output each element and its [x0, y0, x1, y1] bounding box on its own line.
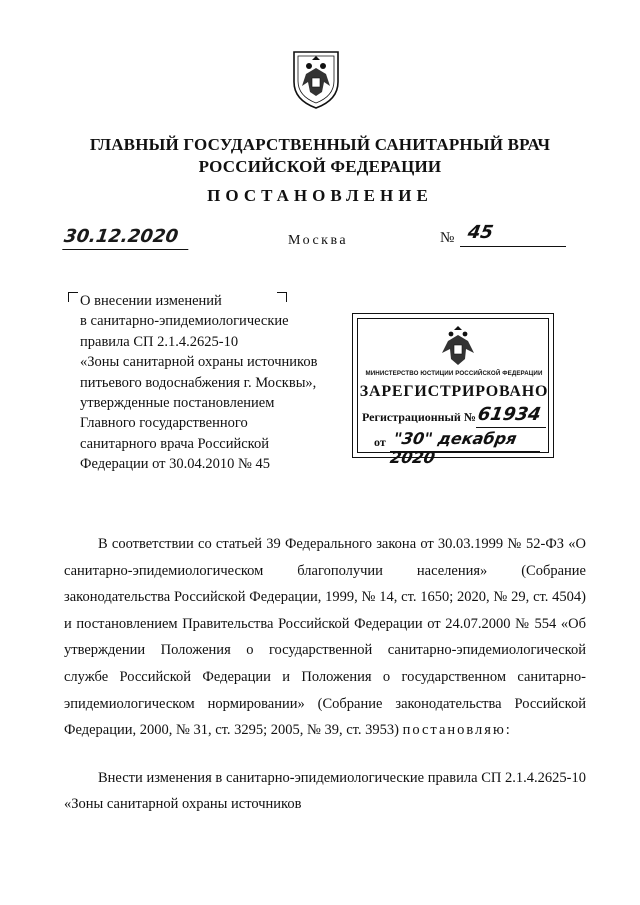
- preamble-text: В соответствии со статьей 39 Федерального закона от 30.03.1999 № 52-ФЗ «О санитарно-эпидемиологическом благополучии населения» (Собрание законодательства Российской Федерации, 1999, № 14, ст. 1650; 2020, № 29, ст. 4504) и постановлением Правительства Российской Федерации от 24.07.2000 № 554 «Об утверждении Положения о государственной санитарно-эпидемиологической службе Российской Федерации и Положения о государственном санитарно-эпидемиологическом нормировании» (Собрание законодательства Российской Федерации, 2000, № 31, ст. 3295; 2005, № 39, ст. 3953): [64, 536, 586, 739]
- subject-line: «Зоны санитарной охраны источников: [80, 354, 318, 371]
- subject-line: О внесении изменений: [80, 293, 222, 309]
- subject-line: санитарного врача Российской: [80, 435, 270, 452]
- coat-of-arms-icon: [288, 48, 344, 110]
- document-body: [64, 531, 586, 818]
- stamp-registration-number-underline: [476, 427, 546, 428]
- city-label: Москва: [288, 233, 349, 248]
- subject-line: Федерации от 30.04.2010 № 45: [80, 456, 270, 473]
- body-paragraph-1: [64, 531, 586, 744]
- number-label: №: [440, 230, 455, 246]
- authority-line-2: РОССИЙСКОЙ ФЕДЕРАЦИИ: [198, 157, 442, 176]
- document-subject: [80, 291, 340, 475]
- resolve-word: постановляю:: [402, 722, 512, 739]
- stamp-date-value: "30" декабря 2020: [388, 429, 519, 467]
- stamp-date-label: от: [374, 435, 386, 449]
- stamp-registered-title: ЗАРЕГИСТРИРОВАНО: [359, 383, 549, 400]
- stamp-ministry-name: МИНИСТЕРСТВО ЮСТИЦИИ РОССИЙСКОЙ ФЕДЕРАЦИИ: [365, 370, 543, 377]
- handwritten-date: 30.12.2020: [62, 225, 192, 250]
- stamp-coat-of-arms-icon: [438, 325, 478, 367]
- subject-line: питьевого водоснабжения г. Москвы»,: [80, 374, 317, 391]
- stamp-registration-number-value: 61934: [476, 404, 543, 425]
- subject-line: правила СП 2.1.4.2625-10: [80, 333, 239, 350]
- body-paragraph-2: Внести изменения в санитарно-эпидемиологические правила СП 2.1.4.2625-10 «Зоны санитарной охраны источников: [64, 769, 586, 813]
- handwritten-number: 45: [466, 222, 495, 243]
- registration-stamp: [352, 313, 554, 467]
- stamp-registration-number-label: Регистрационный №: [362, 410, 476, 424]
- subject-line: утвержденные постановлением: [80, 395, 275, 412]
- subject-line: в санитарно-эпидемиологические: [80, 313, 289, 330]
- document-type-title: ПОСТАНОВЛЕНИЕ: [207, 186, 433, 205]
- subject-bracket-left: [68, 292, 78, 302]
- stamp-inner-frame: [357, 318, 549, 467]
- authority-line-1: ГЛАВНЫЙ ГОСУДАРСТВЕННЫЙ САНИТАРНЫЙ ВРАЧ: [89, 135, 551, 154]
- subject-line: Главного государственного: [80, 415, 248, 432]
- issuing-authority: [0, 134, 640, 178]
